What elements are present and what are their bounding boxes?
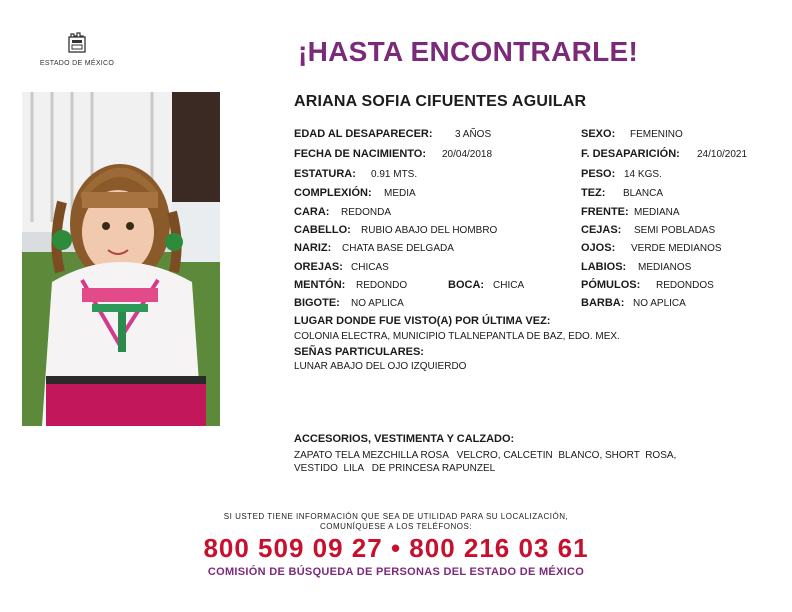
cabello-label: CABELLO: [294,224,351,236]
ojos-value: VERDE MEDIANOS [631,243,722,254]
labios-value: MEDIANOS [638,262,692,273]
clothing-label: ACCESORIOS, VESTIMENTA Y CALZADO: [294,433,515,445]
sexo-value: FEMENINO [630,129,683,140]
clothing-line-1: ZAPATO TELA MEZCHILLA ROSA VELCRO, CALCETIN BLANCO, SHORT ROSA, [294,450,677,461]
edad-value: 3 AÑOS [455,129,492,140]
footer-note-1: SI USTED TIENE INFORMACIÓN QUE SEA DE UTILIDAD PARA SU LOCALIZACIÓN, [223,512,569,521]
clothing-line-2: VESTIDO LILA DE PRINCESA RAPUNZEL [294,463,496,474]
person-name: ARIANA SOFIA CIFUENTES AGUILAR [294,93,587,110]
cejas-label: CEJAS: [581,224,622,236]
state-seal-icon [66,32,88,54]
orejas-value: CHICAS [351,262,389,273]
footer-note-2: COMUNÍQUESE A LOS TELÉFONOS: [319,522,473,531]
cabello-value: RUBIO ABAJO DEL HOMBRO [361,225,498,236]
last-seen-value: COLONIA ELECTRA, MUNICIPIO TLALNEPANTLA DE BAZ, EDO. MEX. [294,331,620,342]
peso-value: 14 KGS. [624,169,662,180]
state-logo [22,32,132,67]
cara-label: CARA: [294,206,330,218]
photo-illustration [22,92,220,426]
logo-text: ESTADO DE MÉXICO [39,60,115,67]
frente-label: FRENTE: [581,206,629,218]
bigote-value: NO APLICA [351,298,404,309]
complexion-label: COMPLEXIÓN: [294,187,372,199]
orejas-label: OREJAS: [294,261,343,273]
estatura-value: 0.91 MTS. [371,169,418,180]
desaparicion-value: 24/10/2021 [697,149,748,160]
boca-value: CHICA [493,280,525,291]
barba-value: NO APLICA [633,298,686,309]
cejas-value: SEMI POBLADAS [634,225,716,236]
marks-label: SEÑAS PARTICULARES: [294,346,424,358]
boca-label: BOCA: [448,279,485,291]
peso-label: PESO: [581,168,616,180]
commission-name: COMISIÓN DE BÚSQUEDA DE PERSONAS DEL ESTADO DE MÉXICO [207,566,585,578]
menton-label: MENTÓN: [294,279,346,291]
cara-value: REDONDA [341,207,392,218]
ojos-label: OJOS: [581,242,616,254]
nariz-label: NARIZ: [294,242,332,254]
headline: ¡HASTA ENCONTRARLE! [298,36,639,67]
labios-label: LABIOS: [581,261,627,273]
tez-value: BLANCA [623,188,664,199]
tez-label: TEZ: [581,187,606,199]
desaparicion-label: F. DESAPARICIÓN: [581,148,680,160]
nariz-value: CHATA BASE DELGADA [342,243,454,254]
frente-value: MEDIANA [634,207,680,218]
barba-label: BARBA: [581,297,625,309]
pomulos-label: PÓMULOS: [581,279,641,291]
menton-value: REDONDO [356,280,408,291]
complexion-value: MEDIA [384,188,416,199]
bigote-label: BIGOTE: [294,297,340,309]
phone-numbers: 800 509 09 27 • 800 216 03 61 [203,533,589,563]
missing-person-photo [22,92,220,426]
nacimiento-label: FECHA DE NACIMIENTO: [294,148,426,160]
marks-value: LUNAR ABAJO DEL OJO IZQUIERDO [294,361,467,372]
pomulos-value: REDONDOS [656,280,714,291]
edad-label: EDAD AL DESAPARECER: [294,128,433,140]
nacimiento-value: 20/04/2018 [442,149,493,160]
estatura-label: ESTATURA: [294,168,356,180]
sexo-label: SEXO: [581,128,616,140]
last-seen-label: LUGAR DONDE FUE VISTO(A) POR ÚLTIMA VEZ: [294,315,551,327]
